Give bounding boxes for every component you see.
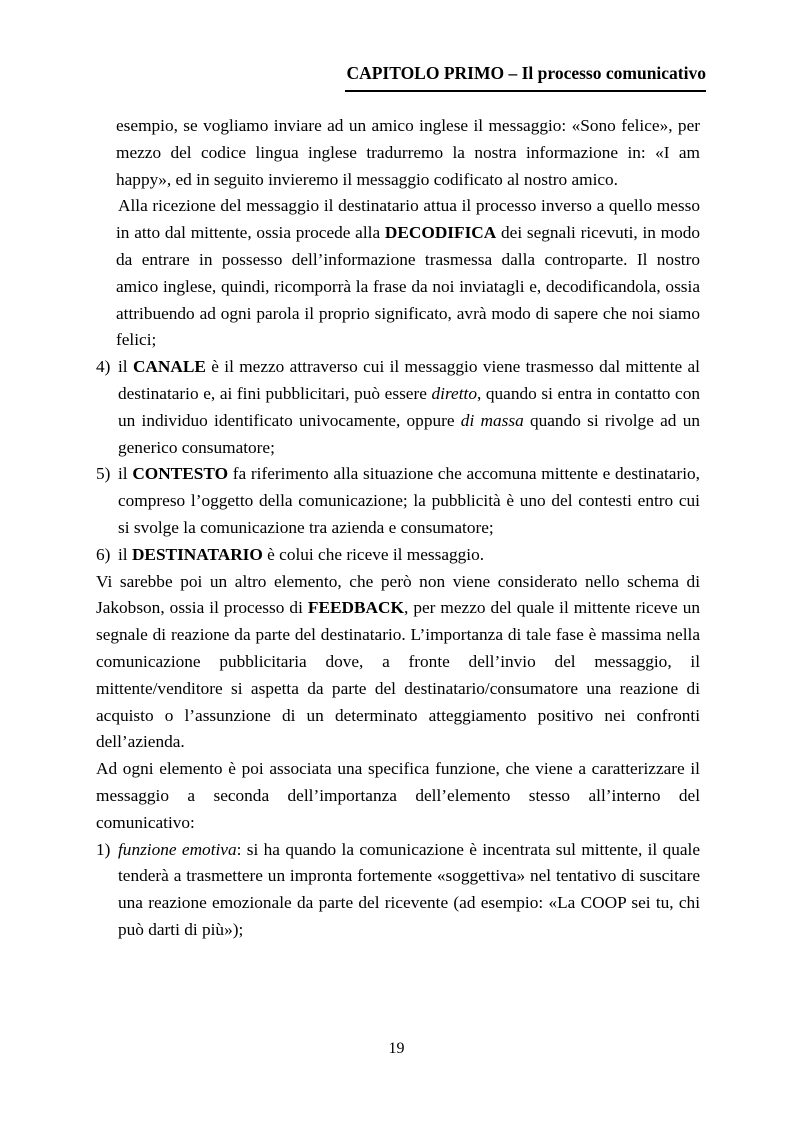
paragraph-functions-intro: Ad ogni elemento è poi associata una specifica funzione, che viene a caratterizzare il messaggio a seconda dell’importanza dell’elemento stesso all’interno del comunicativo:	[96, 759, 700, 832]
text-run: fa riferimento alla situazione che accomuna mittente e destinatario, compreso l’oggetto della comunicazione; la pubblicità è uno del contesti entro cui si svolge la comunicazione tra azienda e consumatore;	[118, 464, 700, 537]
text-run: , per mezzo del quale il mittente riceve un segnale di reazione da parte del destinatario. L’importanza di tale fase è massima nella comunicazione pubblicitaria dove, a fronte dell’invio del messaggio, il mittente/venditore si aspetta da parte del destinatario/consumatore una reazione di acquisto o l’assunzione di un determinato atteggiamento positivo nei confronti dell’azienda.	[96, 598, 700, 752]
list-number: 4)	[96, 357, 111, 377]
list-number: 1)	[96, 839, 111, 859]
text-run: dei segnali ricevuti, in modo da entrare in possesso dell’informazione trasmessa dalla controparte. Il nostro amico inglese, quindi, ricomporrà la frase da noi inviatagli e, decodificandola, ossia attribuendo ad ogni parola il proprio significato, avrà modo di sapere che noi siamo felici;	[116, 223, 700, 350]
term-funzione-emotiva: funzione emotiva	[118, 839, 237, 859]
page-number: 19	[388, 1040, 405, 1057]
list-number: 5)	[96, 464, 111, 484]
term-decodifica: DECODIFICA	[384, 223, 497, 243]
text-run: il	[118, 357, 133, 377]
term-diretto: diretto	[431, 383, 477, 403]
text-run: il	[118, 464, 133, 484]
term-di-massa: di massa	[460, 410, 524, 430]
text-run: : si ha quando la comunicazione è incentrata sul mittente, il quale tenderà a trasmettere un impronta fortemente «soggettiva» nel tentativo di suscitare una reazione emozionale da parte del ricevente (ad esempio: «La COOP sei tu, chi può darti di più»);	[118, 839, 700, 939]
list-item-canale	[96, 354, 700, 461]
list-item-destinatario	[96, 542, 700, 569]
paragraph-decoding	[96, 193, 700, 354]
list-number: 6)	[96, 544, 111, 564]
term-contesto: CONTESTO	[132, 464, 229, 484]
text-run: è il mezzo attraverso cui il messaggio viene trasmesso dal mittente al destinatario e, ai fini pubblicitari, può essere	[118, 357, 700, 403]
term-destinatario: DESTINATARIO	[131, 544, 263, 564]
text-run: è colui che riceve il messaggio.	[262, 544, 485, 564]
chapter-header: CAPITOLO PRIMO – Il processo comunicativo	[345, 62, 706, 92]
text-run: il	[118, 544, 132, 564]
list-item-funzione-emotiva	[96, 837, 700, 944]
text-run: Vi sarebbe poi un altro elemento, che però non viene considerato nello schema di Jakobson, ossia il processo di	[96, 571, 700, 618]
page-body	[96, 113, 700, 944]
term-canale: CANALE	[132, 357, 206, 377]
text-run: quando si rivolge ad un generico consumatore;	[118, 410, 700, 457]
text-run: Alla ricezione del messaggio il destinatario attua il processo inverso a quello messo in atto dal mittente, ossia procede alla	[116, 196, 700, 243]
paragraph-example: esempio, se vogliamo inviare ad un amico inglese il messaggio: «Sono felice», per mezzo del codice lingua inglese tradurremo la nostra informazione in: «I am happy», ed in seguito invieremo il messaggio codificato al nostro amico.	[116, 116, 700, 189]
paragraph-feedback	[96, 569, 700, 757]
text-run: , quando si entra in contatto con un individuo identificato univocamente, oppure	[118, 383, 700, 430]
term-feedback: FEEDBACK	[307, 598, 404, 618]
list-item-contesto	[96, 461, 700, 541]
